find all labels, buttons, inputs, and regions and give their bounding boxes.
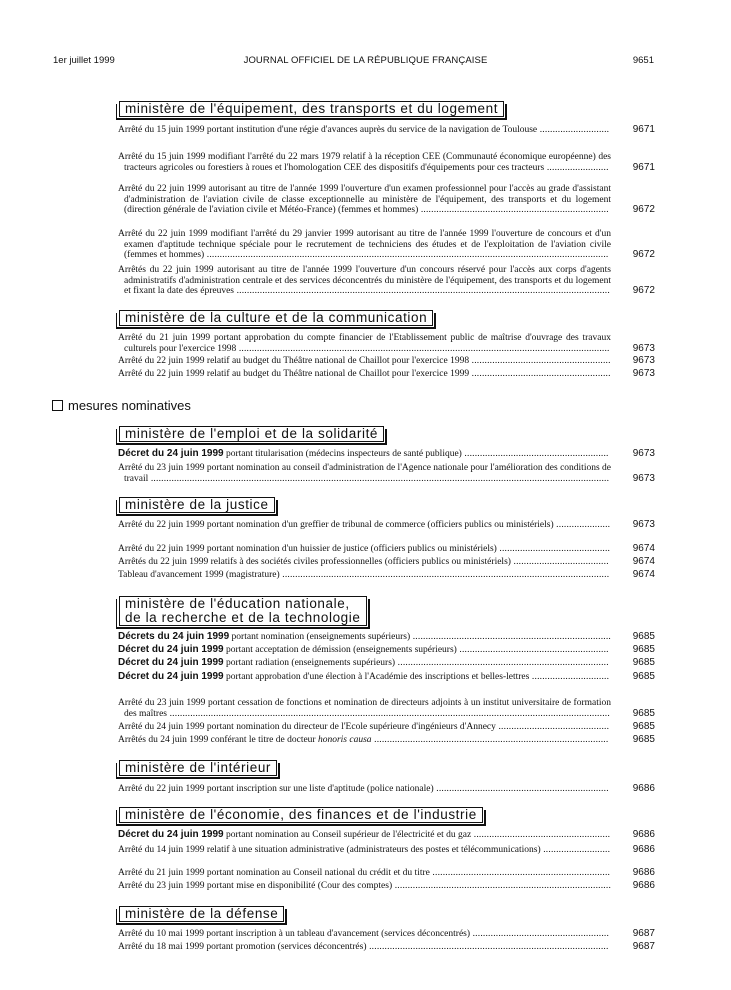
toc-entry-text — [118, 570, 611, 581]
leader-dots: ............................................................................................................................................................ — [204, 250, 609, 261]
toc-page-number: 9685 — [632, 721, 655, 732]
toc-entry[interactable] — [118, 125, 655, 136]
section-title: ministère de l'équipement, des transports et du logement — [125, 101, 499, 116]
leader-dots: ........................... — [537, 125, 610, 135]
leader-dots: ..................... — [553, 520, 611, 530]
toc-entry[interactable] — [118, 544, 655, 555]
toc-page-number: 9674 — [632, 569, 655, 580]
toc-entry-text — [118, 698, 611, 719]
toc-entry-description: Arrêté du 21 juin 1999 portant nomination au Conseil national du crédit et du titre — [118, 868, 430, 878]
toc-page-number: 9685 — [632, 644, 655, 655]
toc-entry-description: Arrêté du 18 mai 1999 portant promotion (services déconcentrés) — [118, 942, 367, 952]
toc-entry-text — [118, 333, 611, 354]
toc-page-number: 9673 — [632, 519, 655, 530]
toc-page-number: 9672 — [632, 249, 655, 261]
leader-dots: .................................................................................................................................................................................. — [148, 473, 610, 484]
toc-entry-text — [118, 449, 611, 460]
page-header — [0, 55, 731, 69]
leader-dots: ..................................... — [510, 557, 609, 567]
mesures-nominatives-heading — [52, 398, 191, 413]
toc-entry-description: Arrêtés du 24 juin 1999 conférant le titre de docteur — [118, 735, 318, 745]
section-title-box — [119, 760, 277, 776]
toc-entry-description: portant nomination (enseignements supérieurs) — [229, 632, 411, 642]
section-title-box — [119, 310, 433, 326]
toc-entry-text — [118, 784, 611, 795]
leader-dots: .......................................................... — [456, 645, 609, 655]
section-title: ministère de l'économie, des finances et de l'industrie — [125, 807, 477, 822]
section-title-box — [119, 497, 275, 513]
toc-page-number: 9686 — [632, 783, 655, 794]
toc-entry[interactable] — [118, 698, 655, 719]
toc-entry[interactable] — [118, 881, 655, 892]
leader-dots: ..................................................... — [471, 830, 611, 840]
toc-entry-description: portant acceptation de démission (enseignements supérieurs) — [223, 645, 457, 655]
header-journal-title: JOURNAL OFFICIEL DE LA RÉPUBLIQUE FRANÇAISE — [243, 55, 488, 66]
toc-page-number: 9674 — [632, 556, 655, 567]
toc-entry[interactable] — [118, 557, 655, 568]
toc-entry[interactable] — [118, 229, 655, 261]
toc-entry[interactable] — [118, 672, 655, 683]
toc-entry[interactable] — [118, 868, 655, 879]
toc-entry-decree: Décret du 24 juin 1999 — [118, 671, 224, 682]
toc-entry-description: Arrêté du 15 juin 1999 modifiant l'arrêté du 22 mars 1979 relatif à la réception CEE (Communauté économique européenne) des tracteurs agricoles ou forestiers à roues et l'homologation CEE des dispositifs d'équipements pour ces tracteurs — [118, 152, 611, 173]
toc-entry[interactable] — [118, 356, 655, 367]
toc-entry-description: Arrêté du 23 juin 1999 portant nomination au conseil d'administration de l'Agence nationale pour l'amélioration des conditions de travail — [118, 463, 611, 484]
toc-entry[interactable] — [118, 184, 655, 216]
toc-page-number: 9686 — [632, 829, 655, 840]
toc-entry-description: portant radiation (enseignements supérieurs) — [223, 658, 396, 668]
toc-entry[interactable] — [118, 735, 655, 746]
toc-page-number: 9685 — [632, 657, 655, 668]
header-page-number: 9651 — [632, 55, 654, 66]
toc-entry-text — [118, 735, 611, 746]
leader-dots: ...................................................... — [469, 369, 611, 379]
section-title: ministère de l'éducation nationale, — [125, 596, 350, 611]
toc-entry-description: portant nomination au Conseil supérieur de l'électricité et du gaz — [223, 830, 472, 840]
leader-dots: ........................................................................................................................................................................... — [167, 708, 610, 719]
toc-entry-description: Arrêté du 22 juin 1999 relatif au budget du Théâtre national de Chaillot pour l'exercice 1999 — [118, 369, 470, 379]
toc-entry[interactable] — [118, 658, 655, 669]
leader-dots: ........................................................................................... — [371, 735, 609, 745]
toc-entry-description: Arrêté du 22 juin 1999 portant nomination d'un huissier de justice (officiers publics ou ministériels) — [118, 544, 497, 554]
toc-entry[interactable] — [118, 463, 655, 484]
toc-entry-text — [118, 645, 611, 656]
toc-page-number: 9685 — [632, 707, 655, 719]
toc-entry-description: Arrêté du 23 juin 1999 portant cessation de fonctions et nomination de directeurs adjoints à un institut universitaire de formation des maîtres — [118, 698, 611, 719]
toc-entry-description: Arrêté du 22 juin 1999 portant inscription sur une liste d'aptitude (police nationale) — [118, 784, 434, 794]
leader-dots: ........................ — [544, 162, 609, 173]
toc-entry-description: Arrêté du 14 juin 1999 relatif à une situation administrative (administrateurs des postes et télécommunications) — [118, 845, 541, 855]
leader-dots: ................................................................... — [433, 784, 609, 794]
toc-entry[interactable] — [118, 369, 655, 380]
toc-entry[interactable] — [118, 722, 655, 733]
toc-entry-text — [118, 229, 611, 261]
section-title-box — [119, 807, 483, 823]
leader-dots: .................................................................................. — [395, 658, 609, 668]
leader-dots: .......................... — [540, 845, 611, 855]
toc-entry-text — [118, 463, 611, 484]
toc-entry-text — [118, 544, 611, 555]
toc-entry-text — [118, 152, 611, 173]
header-date: 1er juillet 1999 — [53, 55, 115, 66]
toc-page-number: 9673 — [632, 368, 655, 379]
leader-dots: ............................................................................................. — [366, 942, 609, 952]
toc-entry-text — [118, 658, 611, 669]
toc-entry-description: Arrêtés du 22 juin 1999 relatifs à des sociétés civiles professionnelles (officiers publics ou ministériels) — [118, 557, 511, 567]
leader-dots: ............................................................................................................................... — [279, 570, 610, 580]
toc-entry-text — [118, 265, 611, 297]
section-title: ministère de l'emploi et de la solidarité — [125, 426, 379, 441]
toc-entry-text — [118, 722, 611, 733]
toc-entry-text — [118, 672, 611, 683]
toc-entry-description: Tableau d'avancement 1999 (magistrature) — [118, 570, 280, 580]
toc-entry[interactable] — [118, 784, 655, 795]
toc-entry-description: portant approbation d'une élection à l'Académie des inscriptions et belles-lettres — [223, 672, 530, 682]
toc-entry[interactable] — [118, 645, 655, 656]
toc-entry-text — [118, 369, 611, 380]
toc-entry[interactable] — [118, 152, 655, 173]
toc-entry-text — [118, 557, 611, 568]
toc-page-number: 9686 — [632, 844, 655, 855]
toc-entry[interactable] — [118, 929, 655, 940]
toc-entry-description: Arrêté du 21 juin 1999 portant approbation du compte financier de l'Etablissement public de maîtrise d'ouvrage des travaux culturels pour l'exercice 1998 — [118, 333, 611, 354]
toc-entry[interactable] — [118, 449, 655, 460]
toc-entry-text — [118, 184, 611, 216]
toc-entry-description: Arrêté du 23 juin 1999 portant mise en disponibilité (Cour des comptes) — [118, 881, 393, 891]
toc-entry-text — [118, 942, 611, 953]
mesures-nominatives-label: mesures nominatives — [68, 398, 191, 413]
section-title-box — [119, 906, 284, 922]
toc-entry-decree: Décret du 24 juin 1999 — [118, 448, 224, 459]
toc-entry[interactable] — [118, 942, 655, 953]
toc-entry-description: Arrêté du 10 mai 1999 portant inscription à un tableau d'avancement (services déconcentrés) — [118, 929, 471, 939]
section-title-box — [119, 596, 367, 626]
leader-dots: ......................................................................... — [418, 205, 609, 216]
toc-entry-text — [118, 929, 611, 940]
toc-page-number: 9686 — [632, 867, 655, 878]
toc-entry[interactable] — [118, 333, 655, 354]
leader-dots: .................................................................................... — [392, 881, 612, 891]
toc-entry-decree: Décrets du 24 juin 1999 — [118, 631, 230, 642]
toc-entry-description: Arrêtés du 22 juin 1999 autorisant au titre de l'année 1999 l'ouverture d'un concours réservé pour l'accès aux corps d'agents administratifs d'administration centrale et des services déconcentrés du ministère de l'équipement, des transports et du logement et fixant la date des épreuves — [118, 265, 611, 297]
toc-entry-description: portant titularisation (médecins inspecteurs de santé publique) — [223, 449, 462, 459]
section-title: ministère de la culture et de la communication — [125, 310, 428, 325]
toc-entry-text — [118, 632, 611, 643]
section-title-box — [119, 426, 384, 442]
toc-page-number: 9671 — [632, 161, 655, 173]
leader-dots: ........................................... — [496, 544, 611, 554]
toc-entry-decree: Décret du 24 juin 1999 — [118, 644, 224, 655]
toc-page-number: 9673 — [632, 355, 655, 366]
toc-page-number: 9672 — [632, 204, 655, 216]
toc-page-number: 9685 — [632, 734, 655, 745]
toc-entry-text — [118, 845, 611, 856]
toc-entry-decree: Décret du 24 juin 1999 — [118, 657, 224, 668]
toc-entry-description: Arrêté du 22 juin 1999 relatif au budget du Théâtre national de Chaillot pour l'exercice 1998 — [118, 356, 470, 366]
leader-dots: ........................................... — [495, 722, 610, 732]
section-title: ministère de la justice — [125, 497, 269, 512]
toc-page-number: 9672 — [632, 285, 655, 297]
toc-entry-text — [118, 830, 611, 841]
leader-dots: ................................................................................................................................................. — [234, 286, 610, 297]
leader-dots: ................................................................................................................................................ — [236, 343, 610, 354]
toc-entry-text — [118, 520, 611, 531]
leader-dots: ...................................................... — [469, 356, 611, 366]
toc-page-number: 9685 — [632, 671, 655, 682]
leader-dots: ..................................................... — [470, 929, 610, 939]
toc-entry-description: Arrêté du 22 juin 1999 autorisant au titre de l'année 1999 l'ouverture d'un examen professionnel pour l'accès au grade d'assistant d'administration de l'aviation civile de classe exceptionnelle au ministère de l'équipement, des transports et du logement (direction générale de l'aviation civile et Météo-France) (femmes et hommes) — [118, 184, 611, 216]
section-title: ministère de l'intérieur — [125, 760, 272, 775]
toc-entry[interactable] — [118, 830, 655, 841]
toc-page-number: 9685 — [632, 631, 655, 642]
toc-page-number: 9687 — [632, 941, 655, 952]
toc-entry[interactable] — [118, 520, 655, 531]
toc-entry[interactable] — [118, 845, 655, 856]
leader-dots: ............................................................................. — [410, 632, 612, 642]
toc-entry-text — [118, 881, 611, 892]
toc-entry[interactable] — [118, 570, 655, 581]
toc-entry[interactable] — [118, 265, 655, 297]
toc-page-number: 9687 — [632, 928, 655, 939]
toc-page-number: 9686 — [632, 880, 655, 891]
toc-entry-italic: honoris causa — [317, 735, 372, 745]
toc-entry-description: Arrêté du 24 juin 1999 portant nomination du directeur de l'Ecole supérieure d'ingénieurs d'Annecy — [118, 722, 496, 732]
toc-page-number: 9674 — [632, 543, 655, 554]
toc-entry-text — [118, 125, 611, 136]
toc-entry[interactable] — [118, 632, 655, 643]
section-title-box — [119, 101, 504, 117]
toc-entry-decree: Décret du 24 juin 1999 — [118, 829, 224, 840]
toc-entry-description: Arrêté du 22 juin 1999 modifiant l'arrêté du 29 janvier 1999 autorisant au titre de l'année 1999 l'ouverture de concours et d'un examen d'aptitude technique spéciale pour le recrutement de techniciens des études et de l'exploitation de l'aviation civile (femmes et hommes) — [118, 229, 611, 261]
section-title: ministère de la défense — [125, 906, 279, 921]
toc-entry-text — [118, 356, 611, 367]
leader-dots: .............................. — [529, 672, 610, 682]
section-title-line2: de la recherche et de la technologie — [125, 610, 361, 625]
toc-entry-description: Arrêté du 15 juin 1999 portant institution d'une régie d'avances auprès du service de la navigation de Toulouse — [118, 125, 538, 135]
toc-page-number: 9673 — [632, 448, 655, 459]
toc-page-number: 9673 — [632, 342, 655, 354]
toc-page-number: 9671 — [632, 124, 655, 135]
toc-page-number: 9673 — [632, 472, 655, 484]
leader-dots: ........................................................ — [461, 449, 609, 459]
checkbox-square-icon — [52, 400, 63, 411]
leader-dots: ..................................................................... — [429, 868, 611, 878]
toc-entry-text — [118, 868, 611, 879]
toc-entry-description: Arrêté du 22 juin 1999 portant nomination d'un greffier de tribunal de commerce (officiers publics ou ministériels) — [118, 520, 554, 530]
